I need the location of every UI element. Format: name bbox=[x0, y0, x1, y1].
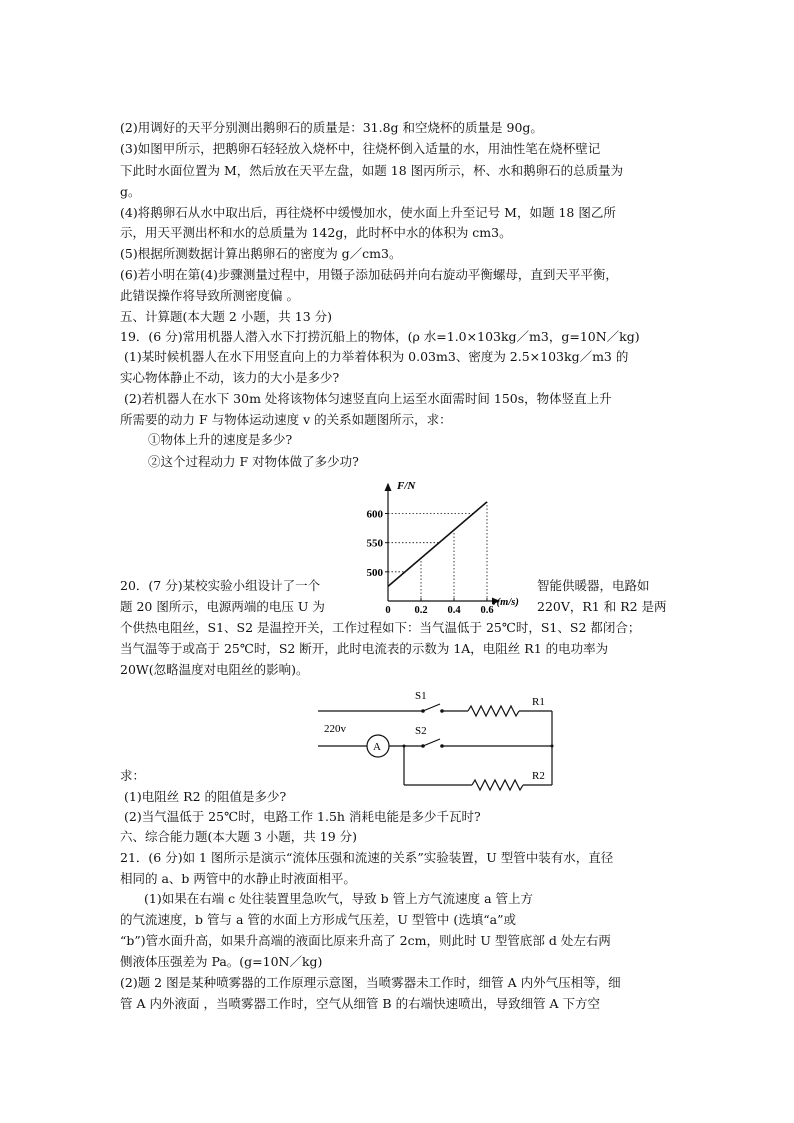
text-line: (1)电阻丝 R2 的阻值是多少? bbox=[124, 789, 287, 804]
section-heading: 六、综合能力题(本大题 3 小题，共 19 分) bbox=[120, 829, 358, 844]
series-line bbox=[388, 502, 487, 587]
text-line: 当气温等于或高于 25℃时，S2 断开，此时电流表的示数为 1A，电阻丝 R1 的电功率为 bbox=[120, 641, 609, 656]
text-line: 题 20 图所示，电源两端的电压 U 为 bbox=[120, 599, 325, 614]
text-line: (6)若小明在第(4)步骤测量过程中，用镊子添加砝码并向右旋动平衡螺母，直到天平平衡， bbox=[120, 267, 618, 282]
text-line: ②这个过程动力 F 对物体做了多少功? bbox=[148, 454, 359, 469]
text-line: (2)用调好的天平分别测出鹅卵石的质量是：31.8g 和空烧杯的质量是 90g。 bbox=[120, 120, 543, 135]
r1-label: R1 bbox=[532, 696, 545, 708]
text-line: 示，用天平测出杯和水的总质量为 142g，此时杯中水的体积为 cm3。 bbox=[120, 225, 512, 240]
text-line: ①物体上升的速度是多少? bbox=[148, 432, 293, 447]
text-line: 220V，R1 和 R2 是两 bbox=[537, 599, 667, 614]
text-line: 所需要的动力 F 与物体运动速度 v 的关系如题图所示，求： bbox=[120, 412, 452, 427]
text-line: 求： bbox=[120, 768, 146, 783]
section-heading: 五、计算题(本大题 2 小题，共 13 分) bbox=[120, 309, 333, 324]
text-line: 此错误操作将导致所测密度偏 。 bbox=[120, 288, 299, 303]
r2-label: R2 bbox=[532, 770, 545, 782]
y-tick-label: 500 bbox=[366, 566, 383, 579]
voltage-label: 220v bbox=[324, 723, 346, 735]
text-line: (3)如图甲所示，把鹅卵石轻轻放入烧杯中，往烧杯倒入适量的水，用油性笔在烧杯壁记 bbox=[120, 141, 601, 156]
circuit-diagram bbox=[318, 688, 563, 793]
x-tick-label: 0.6 bbox=[480, 605, 494, 616]
question-21: 21．(6 分)如 1 图所示是演示“流体压强和流速的关系”实验装置，U 型管中装有水，直径 bbox=[120, 850, 614, 865]
switch-s1 bbox=[423, 704, 440, 711]
text-line: (5)根据所测数据计算出鹅卵石的密度为 g／cm3。 bbox=[120, 246, 402, 261]
text-line: 智能供暖器，电路如 bbox=[537, 578, 650, 593]
text-line: (2)若机器人在水下 30m 处将该物体匀速竖直向上运至水面需时间 150s，物体竖直上升 bbox=[124, 391, 612, 406]
text-line: 下此时水面位置为 M，然后放在天平左盘，如题 18 图丙所示，杯、水和鹅卵石的总质量为 bbox=[120, 163, 624, 178]
y-tick-label: 600 bbox=[366, 508, 383, 521]
text-line: (2)当气温低于 25℃时，电路工作 1.5h 消耗电能是多少千瓦时? bbox=[124, 809, 481, 824]
text-line: 实心物体静止不动，该力的大小是多少? bbox=[120, 370, 340, 385]
text-line: 管 A 内外液面 ，当喷雾器工作时，空气从细管 B 的右端快速喷出，导致细管 A 下方空 bbox=[120, 996, 601, 1011]
y-axis-label: F/N bbox=[397, 480, 416, 492]
question-19: 19．(6 分)常用机器人潜入水下打捞沉船上的物体，(ρ 水=1.0×103kg／m3，g=10N／kg) bbox=[120, 329, 640, 344]
text-line: “b”)管水面升高，如果升高端的液面比原来升高了 2cm，则此时 U 型管底部 d 处左右两 bbox=[120, 933, 611, 948]
x-axis-label: v(m/s) bbox=[492, 597, 519, 608]
resistor-r2 bbox=[472, 780, 523, 790]
y-tick-label: 550 bbox=[366, 537, 383, 550]
text-line: (4)将鹅卵石从水中取出后，再往烧杯中缓慢加水，使水面上升至记号 M，如题 18 图乙所 bbox=[120, 205, 616, 220]
question-20: 20．(7 分)某校实验小组设计了一个 bbox=[120, 578, 321, 593]
text-line: 的气流速度，b 管与 a 管的水面上方形成气压差，U 型管中 (选填“a”或 bbox=[120, 912, 516, 927]
x-tick-label: 0.2 bbox=[414, 605, 428, 616]
text-line: (1)某时候机器人在水下用竖直向上的力举着体积为 0.03m3、密度为 2.5×103kg／m3 的 bbox=[124, 349, 629, 364]
switch-s1-label: S1 bbox=[415, 690, 427, 702]
switch-s2-label: S2 bbox=[415, 725, 427, 737]
force-velocity-chart bbox=[355, 478, 519, 616]
text-line: 侧液体压强差为 Pa。(g=10N／kg) bbox=[120, 954, 323, 969]
switch-s2 bbox=[423, 739, 440, 746]
text-line: (1)如果在右端 c 处往装置里急吹气，导致 b 管上方气流速度 a 管上方 bbox=[144, 891, 534, 906]
text-line: 个供热电阻丝，S1、S2 是温控开关，工作过程如下：当气温低于 25℃时，S1、S2 都闭合； bbox=[120, 620, 641, 635]
text-line: 相同的 a、b 两管中的水静止时液面相平。 bbox=[120, 871, 356, 886]
text-line: 20W(忽略温度对电阻丝的影响)。 bbox=[120, 662, 309, 677]
text-line: g。 bbox=[120, 184, 141, 199]
resistor-r1 bbox=[468, 706, 519, 716]
text-line: (2)题 2 图是某种喷雾器的工作原理示意图，当喷雾器未工作时，细管 A 内外气压相等，细 bbox=[120, 975, 621, 990]
x-tick-label: 0.4 bbox=[447, 605, 461, 616]
x-tick-label: 0 bbox=[385, 605, 391, 616]
ammeter-label: A bbox=[373, 741, 381, 753]
